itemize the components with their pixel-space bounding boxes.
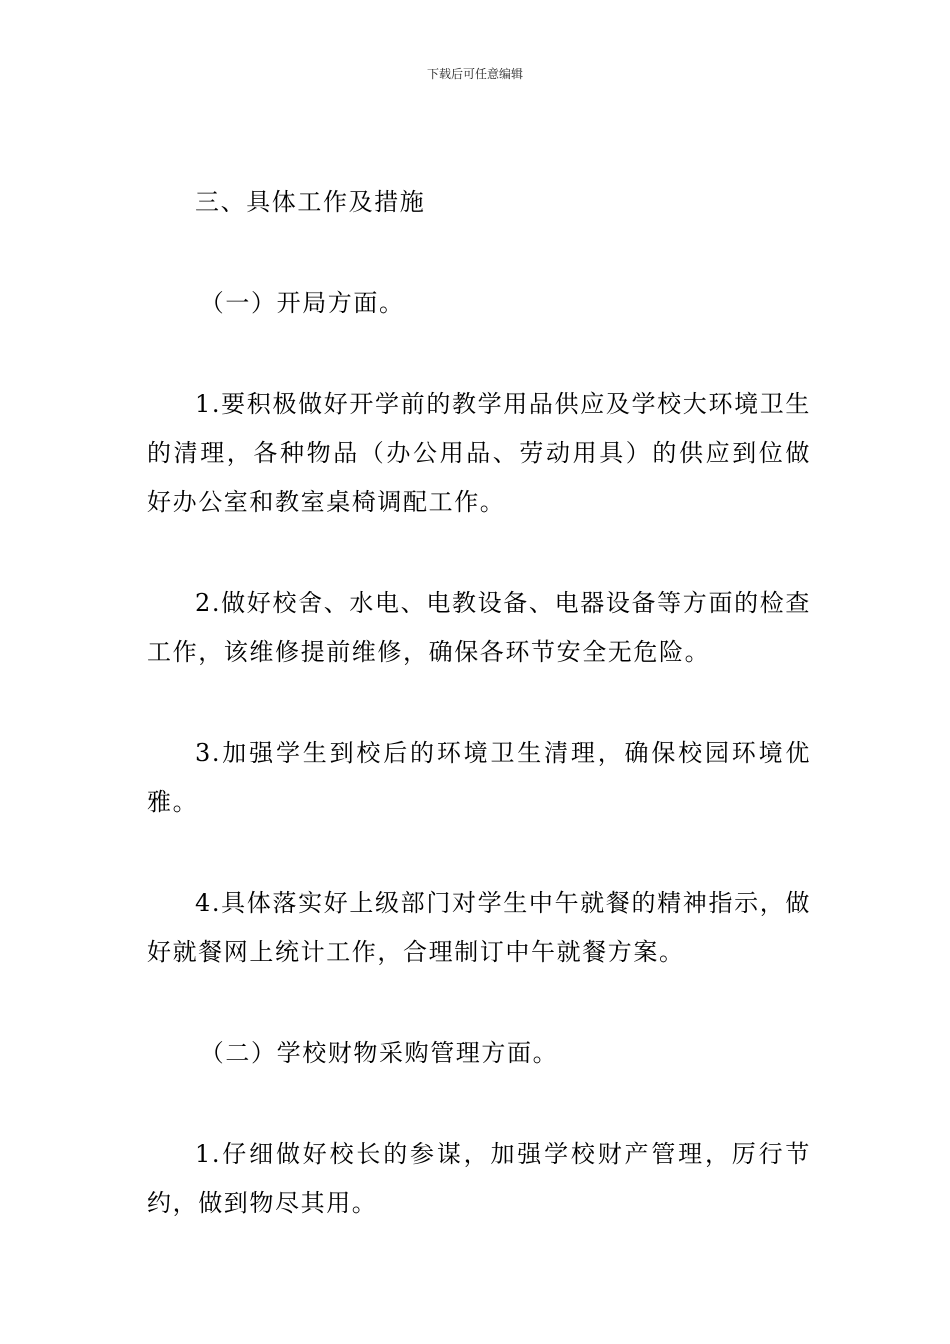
part1-item-2: 2.做好校舍、水电、电教设备、电器设备等方面的检查工作，该维修提前维修，确保各环节安全无危险。 bbox=[147, 589, 811, 666]
part1-item-1: 1.要积极做好开学前的教学用品供应及学校大环境卫生的清理，各种物品（办公用品、劳动用具）的供应到位做好办公室和教室桌椅调配工作。 bbox=[147, 390, 811, 516]
page-header-note: 下载后可任意编辑 bbox=[426, 67, 523, 81]
part1-item-3: 3.加强学生到校后的环境卫生清理，确保校园环境优雅。 bbox=[147, 739, 811, 816]
part1-heading: （一）开局方面。 bbox=[199, 289, 405, 317]
document-body bbox=[147, 178, 811, 1280]
part1-item-4: 4.具体落实好上级部门对学生中午就餐的精神指示，做好就餐网上统计工作，合理制订中午就餐方案。 bbox=[147, 889, 811, 966]
part2-item-1: 1.仔细做好校长的参谋，加强学校财产管理，厉行节约，做到物尽其用。 bbox=[147, 1140, 811, 1217]
part2-heading: （二）学校财物采购管理方面。 bbox=[199, 1039, 559, 1067]
section-title: 三、具体工作及措施 bbox=[195, 188, 426, 216]
